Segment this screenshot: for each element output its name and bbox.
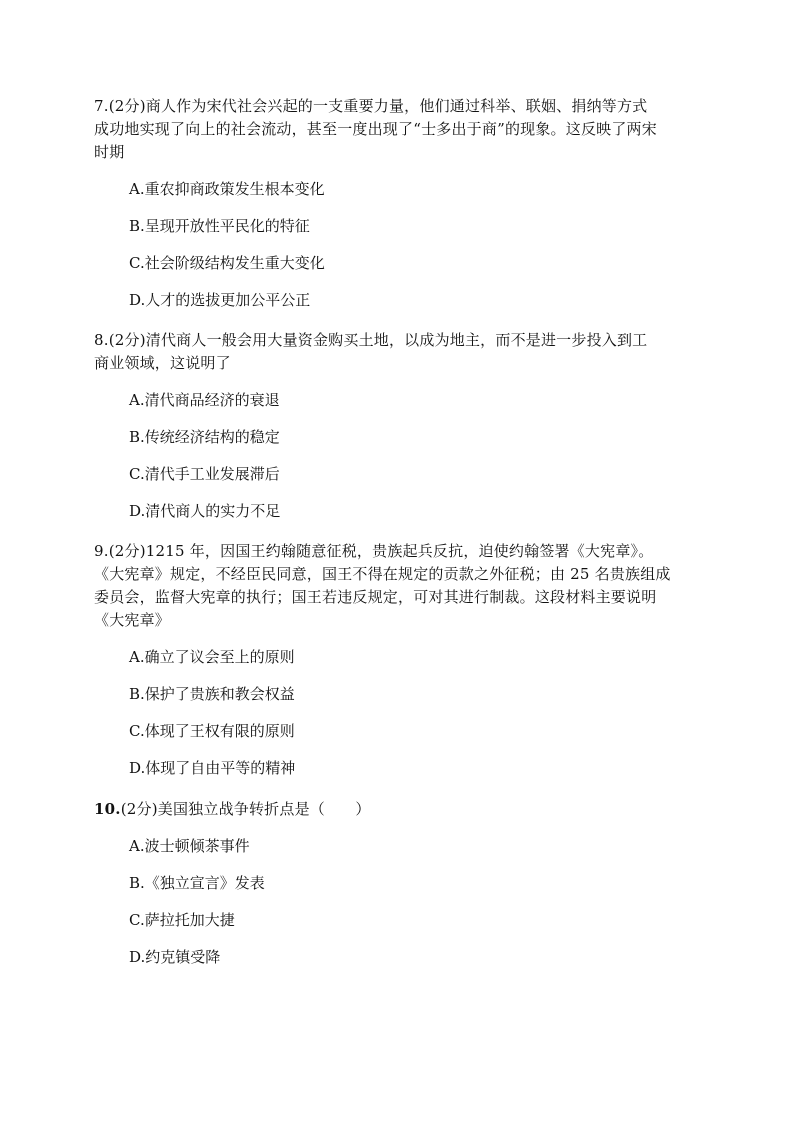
option-d[interactable]	[129, 486, 704, 523]
option-a[interactable]	[129, 164, 704, 201]
stem-line: 《大宪章》	[94, 611, 171, 629]
option-letter: D.	[129, 502, 146, 520]
stem-line: 时期	[94, 143, 125, 161]
option-letter: B.	[129, 428, 145, 446]
option-d[interactable]	[129, 932, 704, 969]
question-number: 10.	[94, 800, 121, 818]
stem-line: 成功地实现了向上的社会流动，甚至一度出现了“士多出于商”的现象。这反映了两宋	[94, 120, 657, 138]
option-text: 清代商品经济的衰退	[144, 391, 280, 409]
stem-line: 商人作为宋代社会兴起的一支重要力量，他们通过科举、联姻、捐纳等方式	[145, 97, 648, 115]
options-list	[94, 632, 704, 780]
option-d[interactable]	[129, 275, 704, 312]
question-score: (2分)	[108, 542, 146, 560]
option-text: 清代手工业发展滞后	[144, 465, 280, 483]
options-list	[94, 821, 704, 969]
option-letter: B.	[129, 685, 145, 703]
option-letter: C.	[129, 254, 145, 272]
option-letter: A.	[129, 391, 145, 409]
option-text: 清代商人的实力不足	[145, 502, 281, 520]
stem-line: 清代商人一般会用大量资金购买土地，以成为地主，而不是进一步投入到工	[145, 331, 648, 349]
option-letter: C.	[129, 465, 145, 483]
option-d[interactable]	[129, 743, 704, 780]
option-c[interactable]	[129, 895, 704, 932]
option-text: 约克镇受降	[145, 948, 221, 966]
stem-line: 《大宪章》规定，不经臣民同意，国王不得在规定的贡款之外征税；由 25 名贵族组成	[94, 565, 671, 583]
option-letter: A.	[129, 180, 145, 198]
option-text: 社会阶级结构发生重大变化	[144, 254, 325, 272]
option-a[interactable]	[129, 632, 704, 669]
question-score: (2分)	[108, 331, 146, 349]
option-c[interactable]	[129, 449, 704, 486]
options-list	[94, 375, 704, 523]
option-letter: D.	[129, 291, 146, 309]
stem-line: 商业领域，这说明了	[94, 354, 231, 372]
question-10	[94, 798, 704, 969]
option-a[interactable]	[129, 821, 704, 858]
options-list	[94, 164, 704, 312]
question-number: 8.	[94, 331, 109, 349]
option-text: 保护了贵族和教会权益	[144, 685, 295, 703]
question-score: (2分)	[108, 97, 146, 115]
option-text: 呈现开放性平民化的特征	[144, 217, 310, 235]
question-stem	[94, 329, 704, 375]
option-text: 重农抑商政策发生根本变化	[144, 180, 325, 198]
option-letter: A.	[129, 837, 145, 855]
option-letter: C.	[129, 722, 145, 740]
option-text: 体现了自由平等的精神	[145, 759, 296, 777]
option-text: 体现了王权有限的原则	[144, 722, 295, 740]
option-letter: A.	[129, 648, 145, 666]
stem-line: 委员会，监督大宪章的执行；国王若违反规定，可对其进行制裁。这段材料主要说明	[94, 588, 657, 606]
question-9	[94, 540, 704, 780]
option-text: 波士顿倾茶事件	[144, 837, 250, 855]
stem-line: 美国独立战争转折点是（ ）	[157, 800, 371, 818]
option-text: 确立了议会至上的原则	[144, 648, 295, 666]
option-c[interactable]	[129, 706, 704, 743]
question-number: 9.	[94, 542, 109, 560]
option-b[interactable]	[129, 201, 704, 238]
option-text: 人才的选拔更加公平公正	[145, 291, 311, 309]
question-8	[94, 329, 704, 523]
option-c[interactable]	[129, 238, 704, 275]
option-letter: B.	[129, 217, 145, 235]
question-stem	[94, 540, 704, 632]
question-number: 7.	[94, 97, 109, 115]
question-stem	[94, 798, 704, 821]
stem-line: 1215 年，因国王约翰随意征税，贵族起兵反抗，迫使约翰签署《大宪章》。	[145, 542, 654, 560]
question-stem	[94, 95, 704, 164]
option-a[interactable]	[129, 375, 704, 412]
option-letter: D.	[129, 948, 146, 966]
option-b[interactable]	[129, 669, 704, 706]
option-letter: D.	[129, 759, 146, 777]
option-letter: B.	[129, 874, 145, 892]
option-b[interactable]	[129, 412, 704, 449]
option-letter: C.	[129, 911, 145, 929]
question-score: (2分)	[120, 800, 158, 818]
option-text: 传统经济结构的稳定	[144, 428, 280, 446]
option-text: 萨拉托加大捷	[144, 911, 235, 929]
option-text: 《独立宣言》发表	[144, 874, 265, 892]
option-b[interactable]	[129, 858, 704, 895]
question-7	[94, 95, 704, 312]
